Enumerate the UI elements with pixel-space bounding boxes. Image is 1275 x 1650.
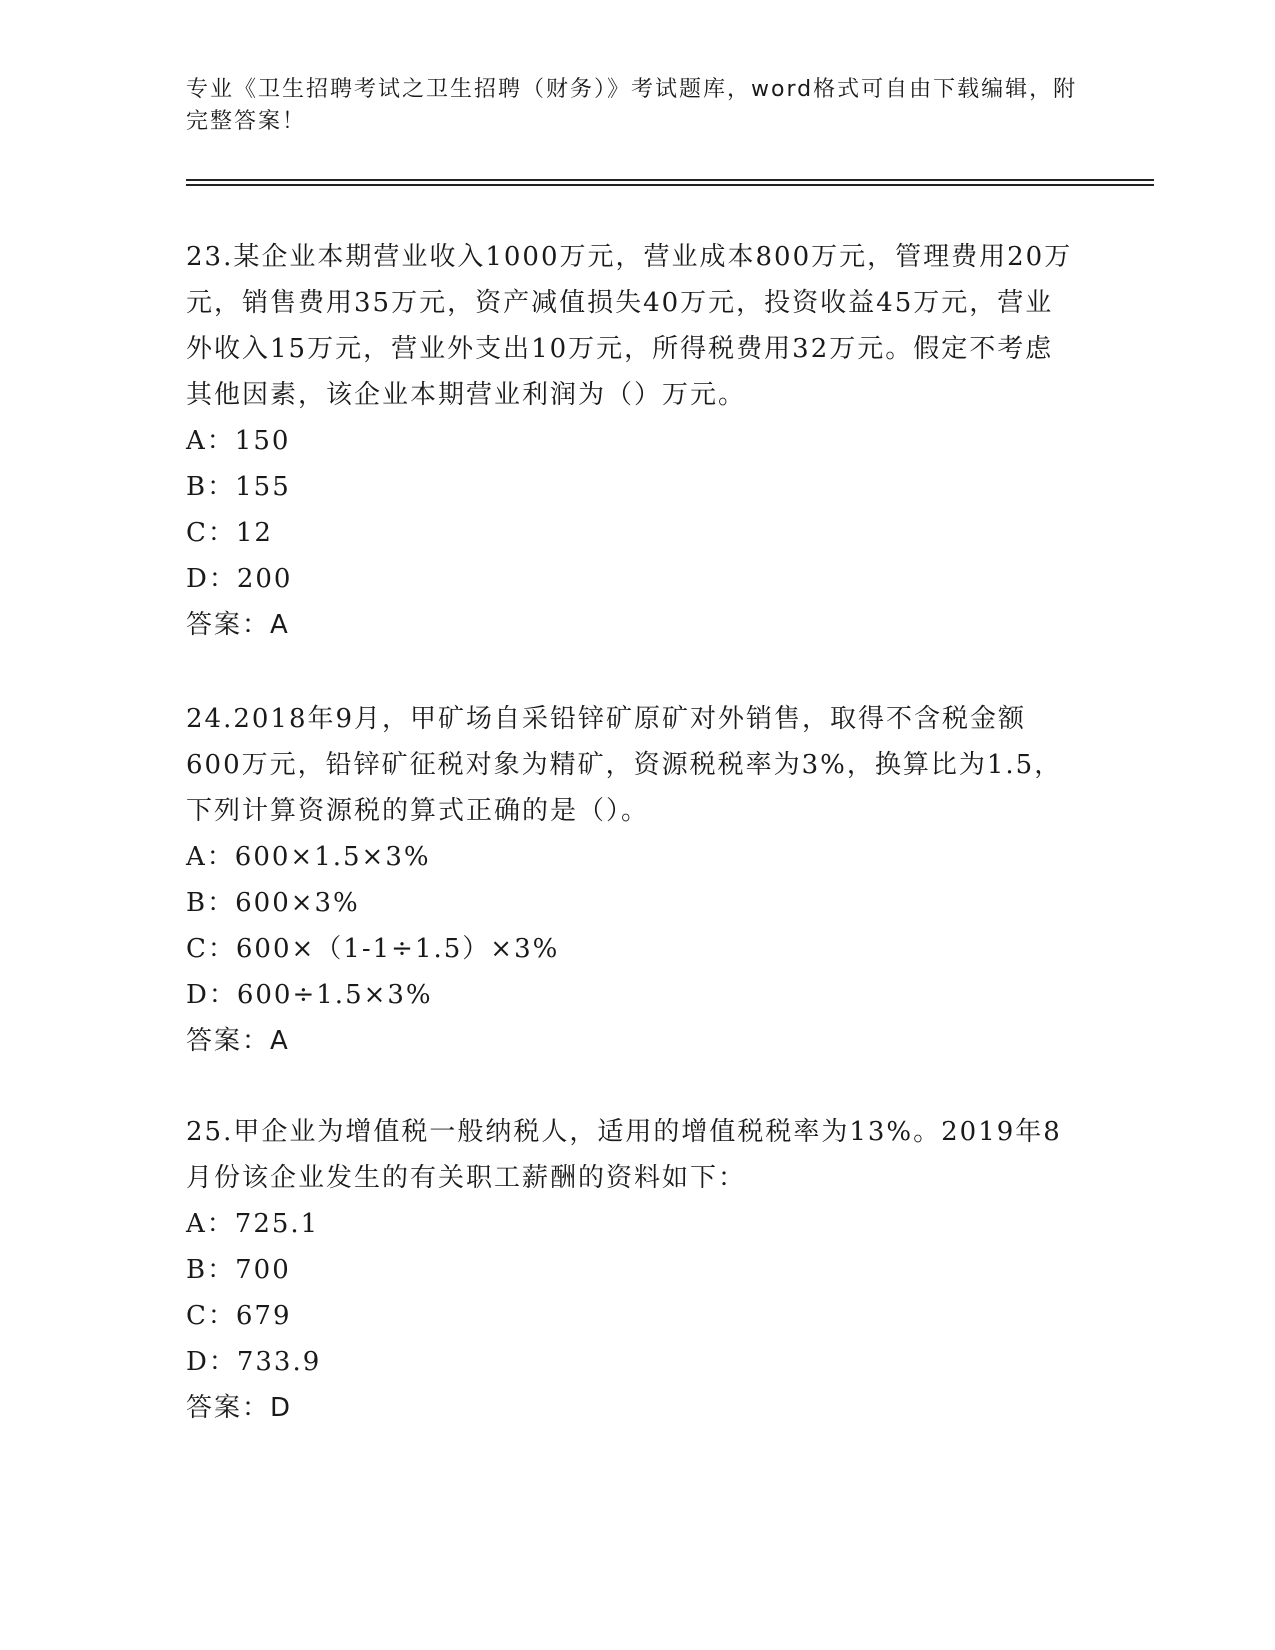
document-header (186, 74, 1086, 138)
option-b: B：155 (186, 472, 291, 502)
question-stem: 25.甲企业为增值税一般纳税人，适用的增值税税率为13%。2019年8月份该企业发生的有关职工薪酬的资料如下： (186, 1117, 1062, 1193)
answer: 答案：A (186, 610, 290, 640)
option-b: B：600×3% (186, 888, 360, 918)
header-divider-top (186, 179, 1154, 181)
answer: 答案：D (186, 1393, 293, 1423)
option-c: C：679 (186, 1301, 292, 1331)
option-a: A：150 (186, 426, 291, 456)
question-25 (186, 1109, 1076, 1431)
option-b: B：700 (186, 1255, 291, 1285)
option-c: C：12 (186, 518, 273, 548)
option-c: C：600×（1-1÷1.5）×3% (186, 934, 560, 964)
question-stem: 24.2018年9月，甲矿场自采铅锌矿原矿对外销售，取得不含税金额600万元，铅锌矿征税对象为精矿，资源税税率为3%，换算比为1.5，下列计算资源税的算式正确的是（）。 (186, 704, 1063, 826)
option-d: D：733.9 (186, 1347, 322, 1377)
option-a: A：725.1 (186, 1209, 320, 1239)
question-24 (186, 696, 1076, 1064)
option-d: D：200 (186, 564, 293, 594)
answer: 答案：A (186, 1026, 290, 1056)
option-d: D：600÷1.5×3% (186, 980, 433, 1010)
header-divider-bottom (186, 184, 1154, 186)
option-a: A：600×1.5×3% (186, 842, 431, 872)
question-23 (186, 234, 1076, 648)
header-title: 专业《卫生招聘考试之卫生招聘（财务）》考试题库，word格式可自由下载编辑，附完整答案！ (186, 77, 1078, 134)
question-stem: 23.某企业本期营业收入1000万元，营业成本800万元，管理费用20万元，销售费用35万元，资产减值损失40万元，投资收益45万元，营业外收入15万元，营业外支出10万元，所得税费用32万元。假定不考虑其他因素，该企业本期营业利润为（）万元。 (186, 242, 1073, 410)
